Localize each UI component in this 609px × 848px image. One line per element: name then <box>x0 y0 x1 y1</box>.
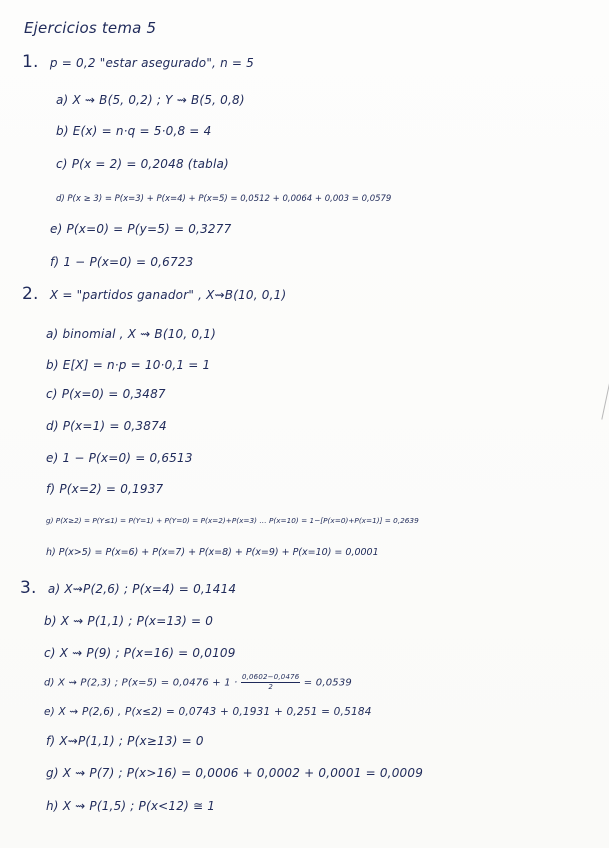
exercise-3-g: g) X ⇝ P(7) ; P(x>16) = 0,0006 + 0,0002 + 0,0001 = 0,0009 <box>46 766 424 780</box>
exercise-3-header <box>20 578 236 598</box>
exercise-1-b: b) E(x) = n·q = 5·0,8 = 4 <box>56 124 212 138</box>
exercise-1-c: c) P(x = 2) = 0,2048 (tabla) <box>56 157 229 171</box>
exercise-2-b: b) E[X] = n·p = 10·0,1 = 1 <box>46 358 211 372</box>
exercise-1-a: a) X ⇝ B(5, 0,2) ; Y ⇝ B(5, 0,8) <box>56 93 245 107</box>
exercise-2-number: 2. <box>22 284 39 304</box>
exercise-2-header <box>22 284 286 304</box>
scan-edge-mark <box>601 375 609 419</box>
fraction-denominator: 2 <box>268 683 273 691</box>
page-title: Ejercicios tema 5 <box>24 19 157 37</box>
exercise-2-h: h) P(x>5) = P(x=6) + P(x=7) + P(x=8) + P(x=9) + P(x=10) = 0,0001 <box>46 547 379 558</box>
exercise-3-d-end: = 0,0539 <box>303 677 352 689</box>
exercise-3-d-main: d) X ⇝ P(2,3) ; P(x=5) = 0,0476 + 1 · <box>44 677 238 689</box>
exercise-1-f: f) 1 − P(x=0) = 0,6723 <box>50 255 194 269</box>
exercise-1-e: e) P(x=0) = P(y=5) = 0,3277 <box>50 222 232 236</box>
exercise-1-statement: p = 0,2 "estar asegurado", n = 5 <box>49 56 255 70</box>
exercise-3-a: a) X⇝P(2,6) ; P(x=4) = 0,1414 <box>47 582 237 596</box>
exercise-2-d: d) P(x=1) = 0,3874 <box>46 419 167 433</box>
exercise-1-d: d) P(x ≥ 3) = P(x=3) + P(x=4) + P(x=5) = 0,0512 + 0,0064 + 0,003 = 0,0579 <box>56 194 392 204</box>
exercise-3-b: b) X ⇝ P(1,1) ; P(x=13) = 0 <box>44 614 214 628</box>
exercise-2-f: f) P(x=2) = 0,1937 <box>46 482 164 496</box>
fraction-numerator: 0,0602−0,0476 <box>241 673 300 681</box>
exercise-3-d <box>44 673 352 692</box>
exercise-3-c: c) X ⇝ P(9) ; P(x=16) = 0,0109 <box>44 646 236 660</box>
exercise-1-number: 1. <box>22 52 39 72</box>
exercise-2-statement: X = "partidos ganador" , X⇝B(10, 0,1) <box>49 288 287 302</box>
exercise-3-number: 3. <box>20 578 37 598</box>
exercise-2-c: c) P(x=0) = 0,3487 <box>46 387 166 401</box>
exercise-2-g: g) P(X≥2) = P(Y≤1) = P(Y=1) + P(Y=0) = P(x=2)+P(x=3) … P(x=10) = 1−[P(x=0)+P(x=1)] = 0,2639 <box>46 516 419 525</box>
exercise-3-e: e) X ⇝ P(2,6) , P(x≤2) = 0,0743 + 0,1931 + 0,251 = 0,5184 <box>44 706 372 718</box>
exercise-3-d-fraction <box>241 673 300 692</box>
exercise-2-a: a) binomial , X ⇝ B(10, 0,1) <box>46 327 216 341</box>
exercise-1-header <box>22 52 254 72</box>
exercise-3-h: h) X ⇝ P(1,5) ; P(x<12) ≅ 1 <box>46 799 216 813</box>
exercise-3-f: f) X⇝P(1,1) ; P(x≥13) = 0 <box>46 734 204 748</box>
exercise-2-e: e) 1 − P(x=0) = 0,6513 <box>46 451 193 465</box>
